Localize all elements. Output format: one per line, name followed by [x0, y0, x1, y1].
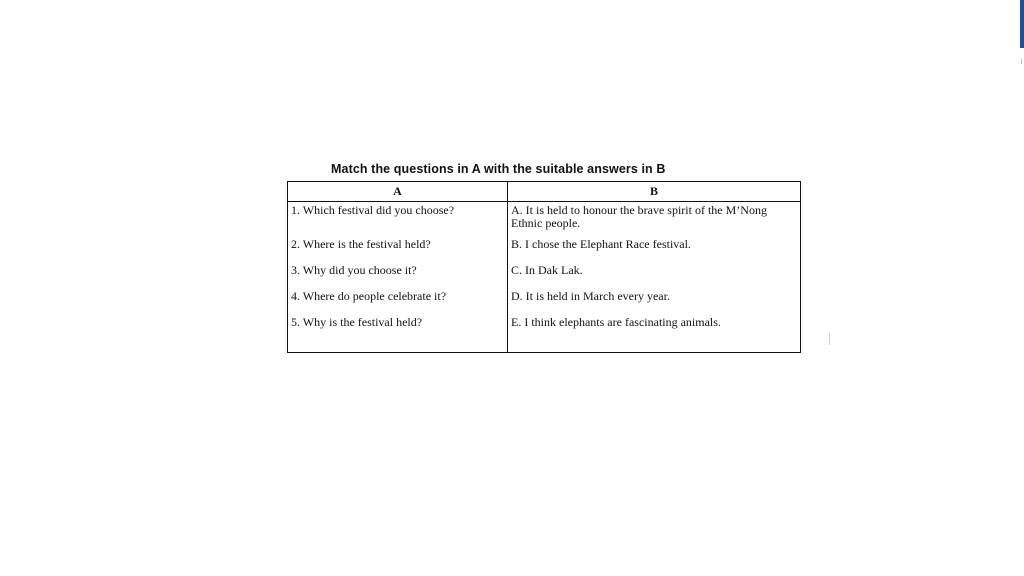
question-cell: 2. Where is the festival held?	[288, 238, 508, 264]
column-b-header: B	[508, 182, 801, 202]
window-edge-tick	[1021, 58, 1022, 64]
column-a-header: A	[288, 182, 508, 202]
answer-cell: E. I think elephants are fascinating animals.	[511, 315, 721, 329]
table-row	[288, 202, 801, 239]
matching-exercise	[287, 162, 800, 353]
exercise-instruction: Match the questions in A with the suitable answers in B	[331, 162, 666, 176]
matching-table	[287, 181, 801, 353]
table-row	[288, 290, 801, 316]
window-edge-accent	[1020, 0, 1024, 48]
question-cell: 5. Why is the festival held?	[288, 316, 508, 353]
answer-cell: B. I chose the Elephant Race festival.	[511, 237, 691, 251]
question-cell: 3. Why did you choose it?	[288, 264, 508, 290]
table-row	[288, 238, 801, 264]
answer-cell: A. It is held to honour the brave spirit of the M’Nong Ethnic people.	[511, 203, 767, 230]
question-cell: 1. Which festival did you choose?	[288, 202, 508, 239]
answer-cell: C. In Dak Lak.	[511, 263, 583, 277]
table-header-row	[288, 182, 801, 202]
text-cursor-mark	[829, 333, 830, 345]
answer-cell: D. It is held in March every year.	[511, 289, 670, 303]
table-row	[288, 316, 801, 353]
question-cell: 4. Where do people celebrate it?	[288, 290, 508, 316]
table-row	[288, 264, 801, 290]
